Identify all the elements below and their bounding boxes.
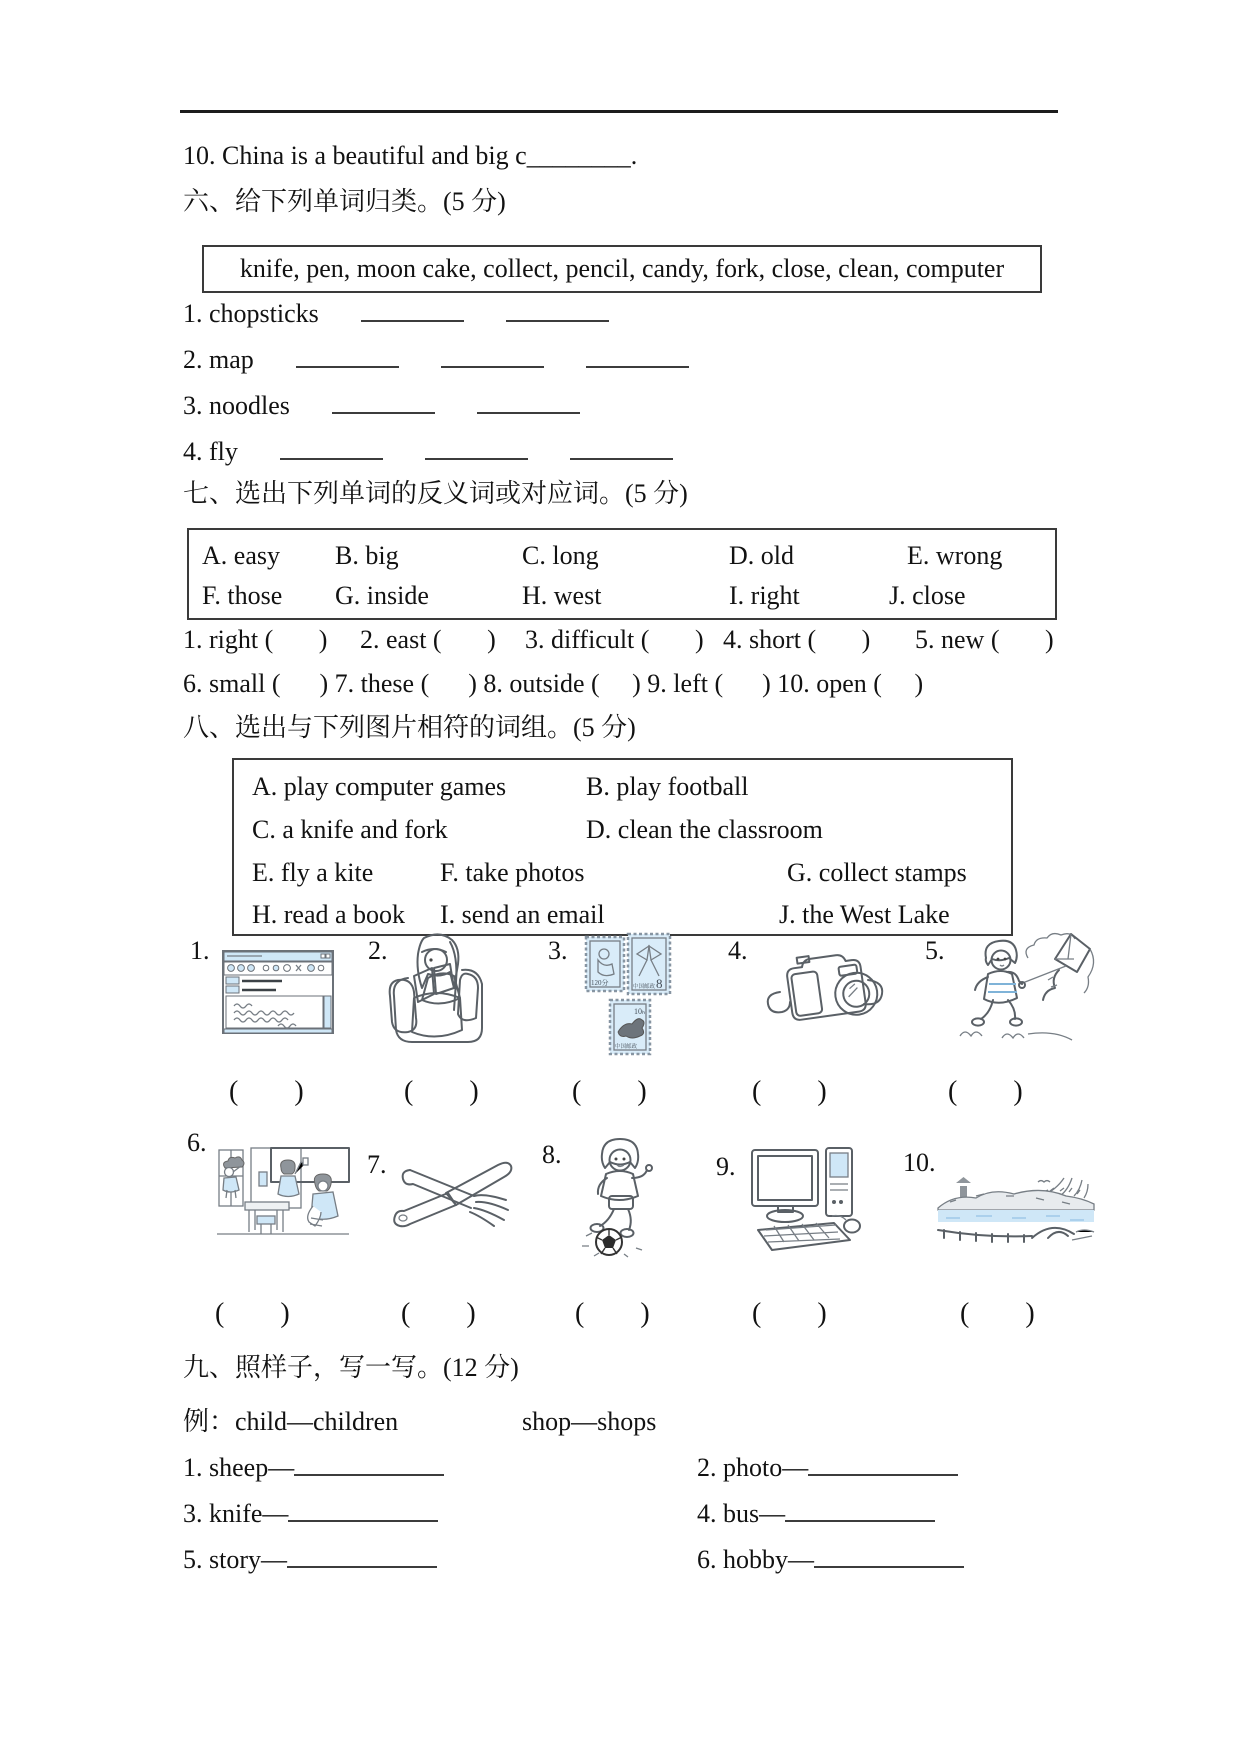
svg-text:8: 8 <box>656 976 663 991</box>
top-divider-rule <box>180 110 1058 113</box>
option-a: A. easy <box>202 541 280 570</box>
blank-line <box>287 1542 437 1568</box>
classify-item-2-label: 2. map <box>183 345 254 374</box>
phrase-d: D. clean the classroom <box>586 815 823 844</box>
section-six-title: 六、给下列单词归类。(5 分) <box>183 187 506 216</box>
option-d: D. old <box>729 541 794 570</box>
antonym-q1: 1. right ( ) <box>183 625 328 654</box>
answer-slot-6: ( ) <box>215 1298 290 1329</box>
blank-line <box>441 342 544 368</box>
phrase-f: F. take photos <box>440 858 585 887</box>
blank-line <box>332 388 435 414</box>
classify-item-1 <box>183 296 609 331</box>
nine-item-2-label: 2. photo— <box>697 1453 809 1482</box>
phrase-a: A. play computer games <box>252 772 507 801</box>
email-window-icon <box>222 950 334 1036</box>
nine-example-right: shop—shops <box>522 1407 657 1436</box>
phrase-h: H. read a book <box>252 900 406 929</box>
classify-item-3-label: 3. noodles <box>183 391 290 420</box>
option-g: G. inside <box>335 581 429 610</box>
picture-7-number: 7. <box>367 1150 387 1179</box>
picture-8-number: 8. <box>542 1140 562 1169</box>
blank-line <box>570 434 673 460</box>
option-f: F. those <box>202 581 283 610</box>
knife-fork-icon <box>390 1156 514 1234</box>
blank-line <box>294 1450 444 1476</box>
blank-line <box>361 296 464 322</box>
blank-line <box>808 1450 958 1476</box>
nine-item-3-label: 3. knife— <box>183 1499 289 1528</box>
svg-text:中国邮政: 中国邮政 <box>615 1044 638 1050</box>
answer-slot-4: ( ) <box>752 1076 827 1107</box>
question-10-sentence: 10. China is a beautiful and big c________. <box>183 141 638 170</box>
nine-item-4 <box>697 1496 935 1531</box>
nine-item-1-label: 1. sheep— <box>183 1453 295 1482</box>
option-b: B. big <box>335 541 399 570</box>
picture-9-number: 9. <box>716 1152 736 1181</box>
answer-slot-3: ( ) <box>572 1076 647 1107</box>
word-bank-box <box>202 245 1042 293</box>
blank-line <box>280 434 383 460</box>
option-i: I. right <box>729 581 800 610</box>
section-eight-title: 八、选出与下列图片相符的词组。(5 分) <box>183 713 636 742</box>
option-j: J. close <box>889 581 966 610</box>
nine-example-left: 例：child—children <box>183 1407 399 1436</box>
nine-item-2 <box>697 1450 958 1485</box>
blank-line <box>586 342 689 368</box>
svg-text:中国邮政: 中国邮政 <box>633 984 656 990</box>
answer-slot-7: ( ) <box>401 1298 476 1329</box>
nine-item-1 <box>183 1450 444 1485</box>
phrase-i: I. send an email <box>440 900 605 929</box>
camera-icon <box>756 952 894 1034</box>
phrase-c: C. a knife and fork <box>252 815 448 844</box>
west-lake-icon <box>936 1176 1096 1244</box>
classify-item-3 <box>183 388 580 423</box>
phrase-options-box <box>232 758 1013 936</box>
antonym-q4: 4. short ( ) <box>723 625 871 654</box>
antonym-q6-to-q10: 6. small ( ) 7. these ( ) 8. outside ( ) 9. left ( ) 10. open ( ) <box>183 669 924 698</box>
picture-4-number: 4. <box>728 936 748 965</box>
section-seven-title: 七、选出下列单词的反义词或对应词。(5 分) <box>183 479 688 508</box>
section-nine-title: 九、照样子，写一写。(12 分) <box>183 1353 519 1382</box>
option-h: H. west <box>522 581 602 610</box>
nine-item-5-label: 5. story— <box>183 1545 287 1574</box>
picture-2-number: 2. <box>368 936 388 965</box>
picture-3-number: 3. <box>548 936 568 965</box>
antonym-q2: 2. east ( ) <box>360 625 496 654</box>
blank-line <box>477 388 580 414</box>
option-c: C. long <box>522 541 599 570</box>
nine-item-3 <box>183 1496 438 1531</box>
classify-item-2 <box>183 342 689 377</box>
antonym-q3: 3. difficult ( ) <box>525 625 704 654</box>
antonym-q5: 5. new ( ) <box>915 625 1054 654</box>
antonym-options-box <box>187 528 1057 620</box>
option-e: E. wrong <box>907 541 1003 570</box>
fly-kite-icon <box>944 932 1094 1052</box>
blank-line <box>506 296 609 322</box>
svg-text:120分: 120分 <box>591 979 609 987</box>
picture-5-number: 5. <box>925 936 945 965</box>
phrase-e: E. fly a kite <box>252 858 374 887</box>
answer-slot-10: ( ) <box>960 1298 1035 1329</box>
answer-slot-5: ( ) <box>948 1076 1023 1107</box>
classify-item-4-label: 4. fly <box>183 437 238 466</box>
phrase-j: J. the West Lake <box>779 900 950 929</box>
girl-reading-icon <box>384 934 496 1050</box>
classify-item-1-label: 1. chopsticks <box>183 299 319 328</box>
answer-slot-2: ( ) <box>404 1076 479 1107</box>
nine-item-6-label: 6. hobby— <box>697 1545 814 1574</box>
nine-item-6 <box>697 1542 964 1577</box>
blank-line <box>288 1496 438 1522</box>
clean-classroom-icon <box>215 1146 352 1236</box>
answer-slot-1: ( ) <box>229 1076 304 1107</box>
blank-line <box>814 1542 964 1568</box>
phrase-g: G. collect stamps <box>787 858 967 887</box>
nine-item-4-label: 4. bus— <box>697 1499 786 1528</box>
computer-icon <box>744 1146 864 1252</box>
blank-line <box>296 342 399 368</box>
word-bank-text: knife, pen, moon cake, collect, pencil, candy, fork, close, clean, computer <box>239 254 1005 283</box>
picture-10-number: 10. <box>903 1148 936 1177</box>
answer-slot-9: ( ) <box>752 1298 827 1329</box>
stamps-icon <box>584 932 690 1058</box>
phrase-b: B. play football <box>586 772 749 801</box>
picture-6-number: 6. <box>187 1128 207 1157</box>
answer-slot-8: ( ) <box>575 1298 650 1329</box>
nine-item-5 <box>183 1542 437 1577</box>
svg-text:10ₕ: 10ₕ <box>634 1007 646 1016</box>
blank-line <box>785 1496 935 1522</box>
play-football-icon <box>564 1136 678 1258</box>
classify-item-4 <box>183 434 673 469</box>
blank-line <box>425 434 528 460</box>
picture-1-number: 1. <box>190 936 210 965</box>
